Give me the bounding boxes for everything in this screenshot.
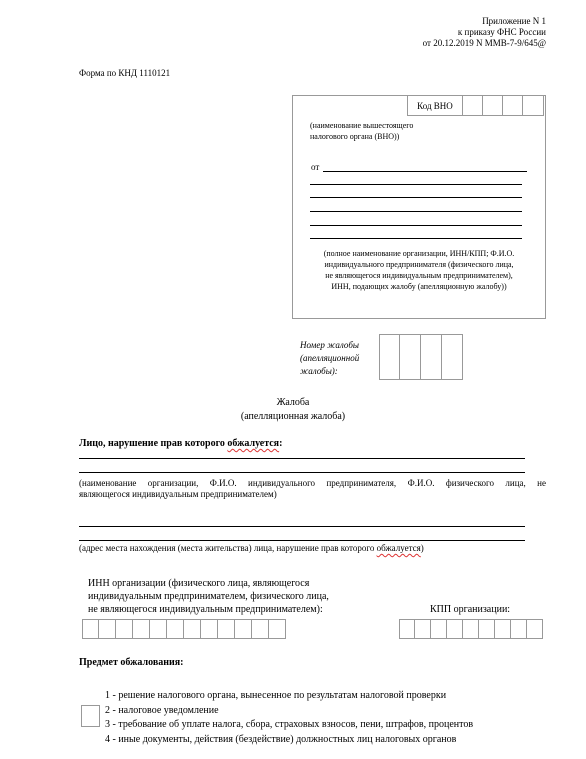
vno-name-caption-line-1: (наименование вышестоящего xyxy=(310,121,414,130)
inn-cell[interactable] xyxy=(150,619,167,639)
appendix-header xyxy=(346,16,546,49)
complaint-number-label-3: жалобы): xyxy=(300,366,338,376)
person-name-caption-line-2: являющегося индивидуальным предпринимателем) xyxy=(79,489,277,499)
inn-label-line-2: индивидуальным предпринимателем, физического лица, xyxy=(88,591,329,602)
vno-code-label: Код ВНО xyxy=(407,95,463,116)
applicant-caption-line-2: индивидуального предпринимателя (физического лица, xyxy=(324,260,514,269)
kpp-cell[interactable] xyxy=(415,619,431,639)
kpp-cell[interactable] xyxy=(527,619,543,639)
person-name-caption xyxy=(79,478,546,500)
person-heading-word: обжалуется xyxy=(227,438,280,449)
from-label: от xyxy=(311,162,320,172)
inn-cells xyxy=(82,619,286,639)
complaint-number-cells xyxy=(379,334,463,380)
appendix-line-1: Приложение N 1 xyxy=(482,16,546,26)
subject-option-2: 2 - налоговое уведомление xyxy=(105,704,219,716)
applicant-line-1[interactable] xyxy=(310,184,522,185)
vno-code-cells xyxy=(407,95,544,116)
address-line-2[interactable] xyxy=(79,540,525,541)
kpp-cells xyxy=(399,619,543,639)
applicant-line-4[interactable] xyxy=(310,225,522,226)
vno-code-cell[interactable] xyxy=(483,95,503,116)
title-line-2: (апелляционная жалоба) xyxy=(240,411,346,422)
appendix-line-2: к приказу ФНС России xyxy=(457,27,546,37)
kpp-label: КПП организации: xyxy=(430,604,511,615)
subject-options xyxy=(105,689,473,747)
applicant-line-5[interactable] xyxy=(310,238,522,239)
kpp-cell[interactable] xyxy=(479,619,495,639)
person-heading-text: Лицо, нарушение прав которого xyxy=(79,438,228,449)
address-line-1[interactable] xyxy=(79,526,525,527)
subject-option-4: 4 - иные документы, действия (бездействие) должностных лиц налоговых органов xyxy=(105,733,457,745)
person-heading xyxy=(79,437,282,450)
applicant-line-2[interactable] xyxy=(310,197,522,198)
address-caption-text: (адрес места нахождения (места жительства) лица, нарушение прав которого xyxy=(79,543,377,553)
person-name-caption-line-1: (наименование организации, Ф.И.О. индивидуального предпринимателя, Ф.И.О. физического лица, не xyxy=(79,478,546,488)
complaint-number-cell[interactable] xyxy=(421,334,442,380)
person-name-line-1[interactable] xyxy=(79,458,525,459)
vno-code-cell[interactable] xyxy=(523,95,544,116)
applicant-line-3[interactable] xyxy=(310,211,522,212)
address-caption-word: обжалуется xyxy=(376,543,421,553)
complaint-number-label xyxy=(300,339,359,378)
address-caption-close: ) xyxy=(420,543,424,553)
applicant-caption-line-4: ИНН, подающих жалобу (апелляционную жалобу)) xyxy=(331,282,507,291)
inn-cell[interactable] xyxy=(252,619,269,639)
subject-heading: Предмет обжалования: xyxy=(79,657,184,668)
inn-label xyxy=(88,577,329,616)
inn-cell[interactable] xyxy=(116,619,133,639)
inn-cell[interactable] xyxy=(235,619,252,639)
address-caption xyxy=(79,543,424,554)
inn-cell[interactable] xyxy=(201,619,218,639)
subject-option-1: 1 - решение налогового органа, вынесенное по результатам налоговой проверки xyxy=(105,690,447,701)
complaint-number-cell[interactable] xyxy=(379,334,400,380)
from-line[interactable] xyxy=(323,171,527,172)
kpp-cell[interactable] xyxy=(463,619,479,639)
subject-option-3: 3 - требование об уплате налога, сбора, страховых взносов, пени, штрафов, процентов xyxy=(105,719,474,730)
vno-code-cell[interactable] xyxy=(503,95,523,116)
applicant-caption-line-3: не являющегося индивидуальным предпринимателем), xyxy=(325,271,513,280)
kpp-cell[interactable] xyxy=(511,619,527,639)
inn-cell[interactable] xyxy=(133,619,150,639)
inn-cell[interactable] xyxy=(218,619,235,639)
document-title xyxy=(0,396,586,424)
kpp-cell[interactable] xyxy=(495,619,511,639)
complaint-number-label-1: Номер жалобы xyxy=(300,340,359,350)
inn-cell[interactable] xyxy=(82,619,99,639)
vno-name-caption-line-2: налогового органа (ВНО)) xyxy=(310,132,400,141)
inn-label-line-1: ИНН организации (физического лица, являющегося xyxy=(88,578,310,589)
vno-code-cell[interactable] xyxy=(463,95,483,116)
inn-label-line-3: не являющегося индивидуальным предпринимателем): xyxy=(88,604,323,615)
form-code: Форма по КНД 1110121 xyxy=(79,68,171,78)
person-heading-colon: : xyxy=(279,438,283,449)
inn-cell[interactable] xyxy=(99,619,116,639)
inn-cell[interactable] xyxy=(167,619,184,639)
kpp-cell[interactable] xyxy=(399,619,415,639)
inn-cell[interactable] xyxy=(184,619,201,639)
kpp-cell[interactable] xyxy=(447,619,463,639)
person-name-line-2[interactable] xyxy=(79,472,525,473)
applicant-caption-line-1: (полное наименование организации, ИНН/КПП; Ф.И.О. xyxy=(323,249,515,258)
title-line-1: Жалоба xyxy=(276,397,310,408)
applicant-caption xyxy=(300,248,538,292)
inn-cell[interactable] xyxy=(269,619,286,639)
subject-checkbox[interactable] xyxy=(81,705,100,727)
appendix-line-3: от 20.12.2019 N ММВ-7-9/645@ xyxy=(422,38,546,48)
complaint-number-label-2: (апелляционной xyxy=(300,353,360,363)
complaint-number-cell[interactable] xyxy=(400,334,421,380)
kpp-cell[interactable] xyxy=(431,619,447,639)
vno-name-caption xyxy=(310,120,413,142)
complaint-number-cell[interactable] xyxy=(442,334,463,380)
